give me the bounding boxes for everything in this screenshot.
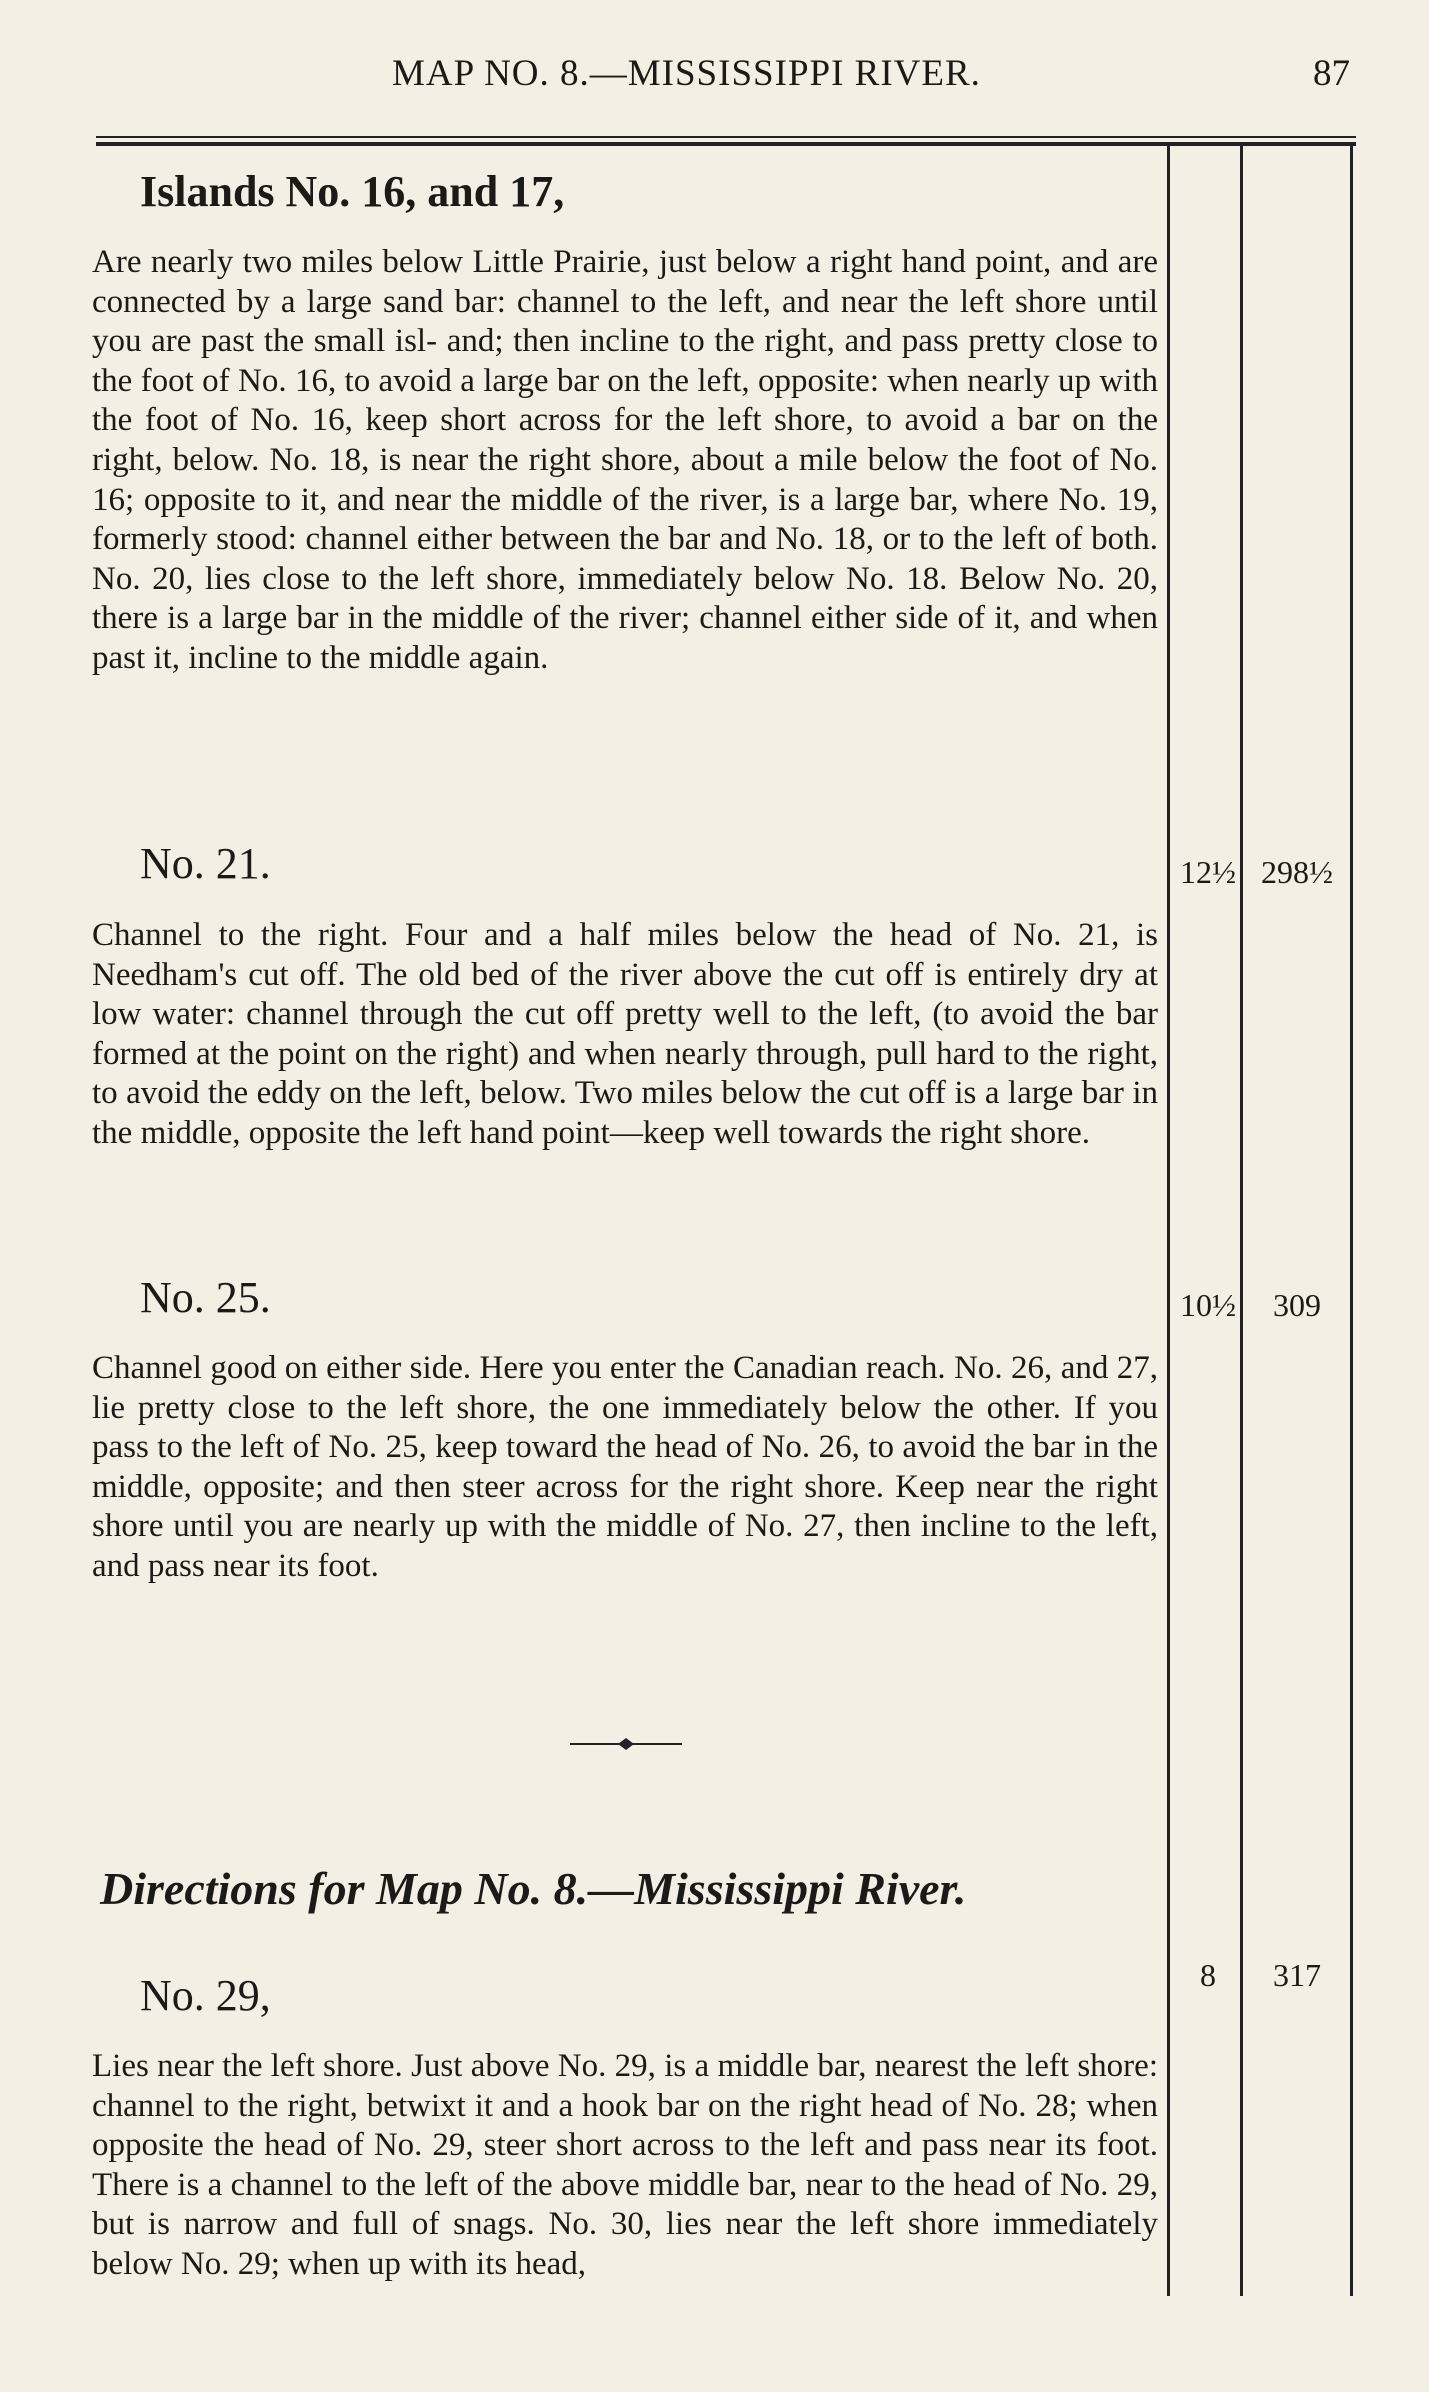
rule-ornament-icon xyxy=(570,1737,682,1751)
section-paragraph: Channel good on either side. Here you enter the Canadian reach. No. 26, and 27, lie pretty close to the left shore, the one immediately below the other. If you pass to the left of No. 25, keep toward the head of No. 26, to avoid the bar in the middle, opposite; and then steer across for the right shore. Keep near the right shore until you are nearly up with the middle of No. 27, then incline to the left, and pass near its foot. xyxy=(92,1350,1158,1584)
total-distance-value: 317 xyxy=(1273,1957,1321,1993)
section-heading: No. 29, xyxy=(140,1971,271,2020)
distance-value: 10½ xyxy=(1180,1287,1236,1323)
section-paragraph: Lies near the left shore. Just above No. 29, is a middle bar, nearest the left shore: channel to the right, betwixt it and a hook bar on the right head of No. 28; when opposite the head of No. 29, steer short across to the left and pass near its foot. There is a channel to the left of the above middle bar, near to the head of No. 29, but is narrow and full of snags. No. 30, lies near the left shore immediately below No. 29; when up with its head, xyxy=(92,2048,1158,2282)
total-distance-value: 309 xyxy=(1273,1287,1321,1323)
section-heading: No. 25. xyxy=(140,1273,271,1322)
running-title: MAP NO. 8.—MISSISSIPPI RIVER. xyxy=(392,53,981,94)
directions-title: Directions for Map No. 8.—Mississippi River. xyxy=(100,1863,967,1914)
section-heading: No. 21. xyxy=(140,839,271,888)
section-paragraph: Channel to the right. Four and a half miles below the head of No. 21, is Needham's cut off. The old bed of the river above the cut off is entirely dry at low water: channel through the cut off pretty well to the left, (to avoid the bar formed at the point on the right) and when nearly through, pull hard to the right, to avoid the eddy on the left, below. Two miles below the cut off is a large bar in the middle, opposite the left hand point—keep well towards the right shore. xyxy=(92,917,1158,1151)
distance-value: 12½ xyxy=(1180,854,1236,890)
section-heading: Islands No. 16, and 17, xyxy=(140,167,565,216)
column-divider-text xyxy=(1167,146,1170,2296)
page-number: 87 xyxy=(1313,53,1350,94)
distance-value: 8 xyxy=(1200,1957,1216,1993)
header-rule-thin xyxy=(96,136,1356,138)
running-head xyxy=(0,52,1429,102)
total-distance-value: 298½ xyxy=(1261,854,1333,890)
section-paragraph: Are nearly two miles below Little Prairie, just below a right hand point, and are connected by a large sand bar: channel to the left, and near the left shore until you are past the small isl- and; then incline to the right, and pass pretty close to the foot of No. 16, to avoid a large bar on the left, opposite: when nearly up with the foot of No. 16, keep short across for the left shore, to avoid a bar on the right, below. No. 18, is near the right shore, about a mile below the foot of No. 16; opposite to it, and near the middle of the river, is a large bar, where No. 19, formerly stood: channel either between the bar and No. 18, or to the left of both. No. 20, lies close to the left shore, immediately below No. 18. Below No. 20, there is a large bar in the middle of the river; channel either side of it, and when past it, incline to the middle again. xyxy=(92,244,1158,676)
